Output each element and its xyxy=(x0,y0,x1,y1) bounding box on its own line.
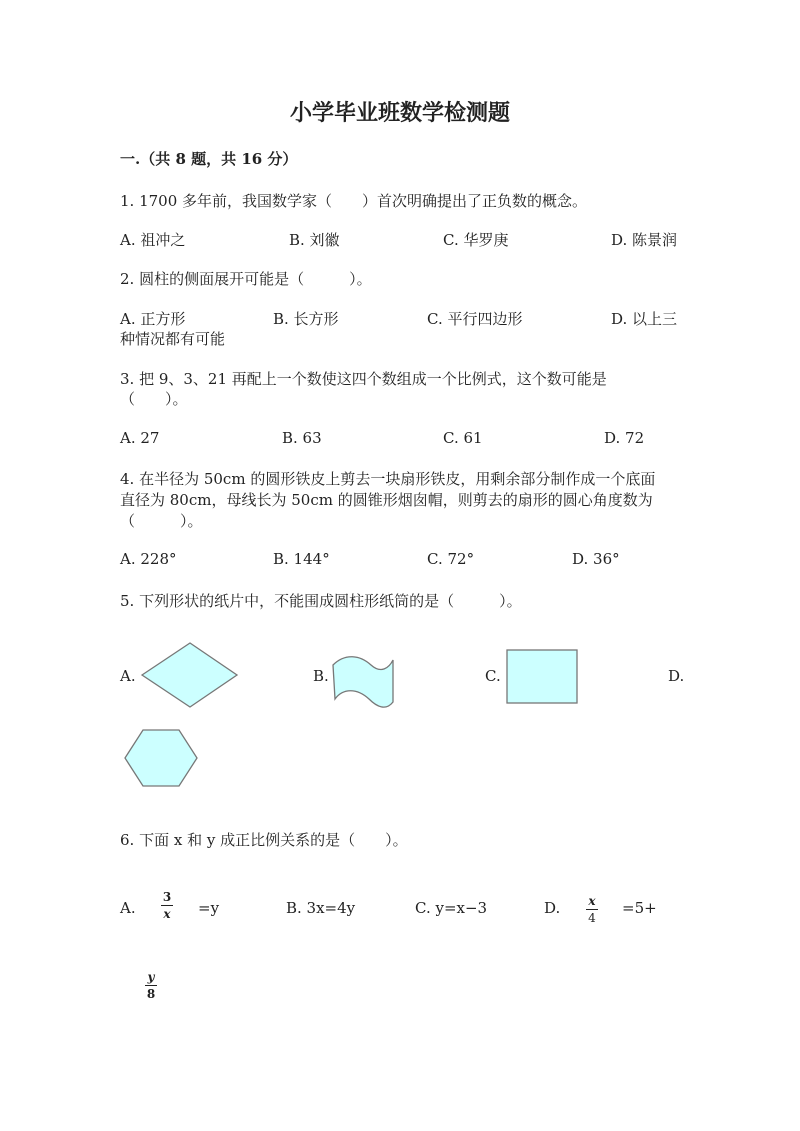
q3-option-d: D. 72 xyxy=(604,429,645,447)
page-title: 小学毕业班数学检测题 xyxy=(289,100,510,126)
fraction-numerator: 3 xyxy=(162,890,172,904)
fraction-denominator: 4 xyxy=(588,911,596,925)
q1-option-d: D. 陈景润 xyxy=(611,231,678,249)
fraction-denominator: 8 xyxy=(146,987,156,1001)
fraction-bar xyxy=(586,909,598,910)
q2-option-d-line1: D. 以上三 xyxy=(611,310,678,328)
fraction-bar xyxy=(145,985,157,986)
q5-option-d: D. xyxy=(668,667,685,685)
question-3-line1: 3. 把 9、3、21 再配上一个数使这四个数组成一个比例式，这个数可能是 xyxy=(120,370,607,388)
q1-option-b: B. 刘徽 xyxy=(289,231,340,249)
q6-option-a: A. xyxy=(120,899,136,917)
hexagon-shape xyxy=(125,730,197,786)
q4-option-a: A. 228° xyxy=(120,550,177,568)
q6-a-rest: =y xyxy=(198,899,220,917)
q2-option-d-line2: 种情况都有可能 xyxy=(120,330,226,348)
q6-a-fraction xyxy=(161,890,173,921)
q4-option-d: D. 36° xyxy=(572,550,620,568)
q1-option-c: C. 华罗庚 xyxy=(443,231,509,249)
question-5: 5. 下列形状的纸片中，不能围成圆柱形纸筒的是（ ）。 xyxy=(120,592,522,610)
question-4-line3: （ ）。 xyxy=(120,512,203,530)
wavy-shape xyxy=(333,657,393,707)
rhombus-shape xyxy=(142,643,237,707)
q4-option-c: C. 72° xyxy=(427,550,475,568)
q6-d-fraction-2 xyxy=(145,970,157,1001)
question-3-line2: （ ）。 xyxy=(120,390,188,408)
q5-option-c: C. xyxy=(485,667,501,685)
fraction-numerator: x xyxy=(588,894,596,908)
q6-option-b: B. 3x=4y xyxy=(286,899,356,917)
q6-d-rest: =5+ xyxy=(622,899,657,917)
q6-option-c: C. y=x−3 xyxy=(415,899,488,917)
fraction-bar xyxy=(161,905,173,906)
q5-option-a: A. xyxy=(120,667,136,685)
q1-option-a: A. 祖冲之 xyxy=(120,231,186,249)
question-4-line1: 4. 在半径为 50cm 的圆形铁皮上剪去一块扇形铁皮，用剩余部分制作成一个底面 xyxy=(120,470,656,488)
q2-option-c: C. 平行四边形 xyxy=(427,310,523,328)
q6-d-fraction xyxy=(586,894,598,925)
q3-option-a: A. 27 xyxy=(120,429,160,447)
question-2: 2. 圆柱的侧面展开可能是（ ）。 xyxy=(120,270,372,288)
fraction-denominator: x xyxy=(163,907,171,921)
q4-option-b: B. 144° xyxy=(273,550,330,568)
section-heading: 一.（共 8 题，共 16 分） xyxy=(120,150,298,168)
q3-option-b: B. 63 xyxy=(282,429,322,447)
q3-option-c: C. 61 xyxy=(443,429,483,447)
q2-option-a: A. 正方形 xyxy=(120,310,186,328)
question-4-line2: 直径为 80cm，母线长为 50cm 的圆锥形烟囱帽，则剪去的扇形的圆心角度数为 xyxy=(120,491,653,509)
q2-option-b: B. 长方形 xyxy=(273,310,339,328)
fraction-numerator: y xyxy=(147,970,155,984)
q6-option-d: D. xyxy=(544,899,561,917)
question-6: 6. 下面 x 和 y 成正比例关系的是（ ）。 xyxy=(120,831,408,849)
question-1: 1. 1700 多年前，我国数学家（ ）首次明确提出了正负数的概念。 xyxy=(120,192,588,210)
q5-option-b: B. xyxy=(313,667,329,685)
rectangle-shape xyxy=(507,650,577,703)
